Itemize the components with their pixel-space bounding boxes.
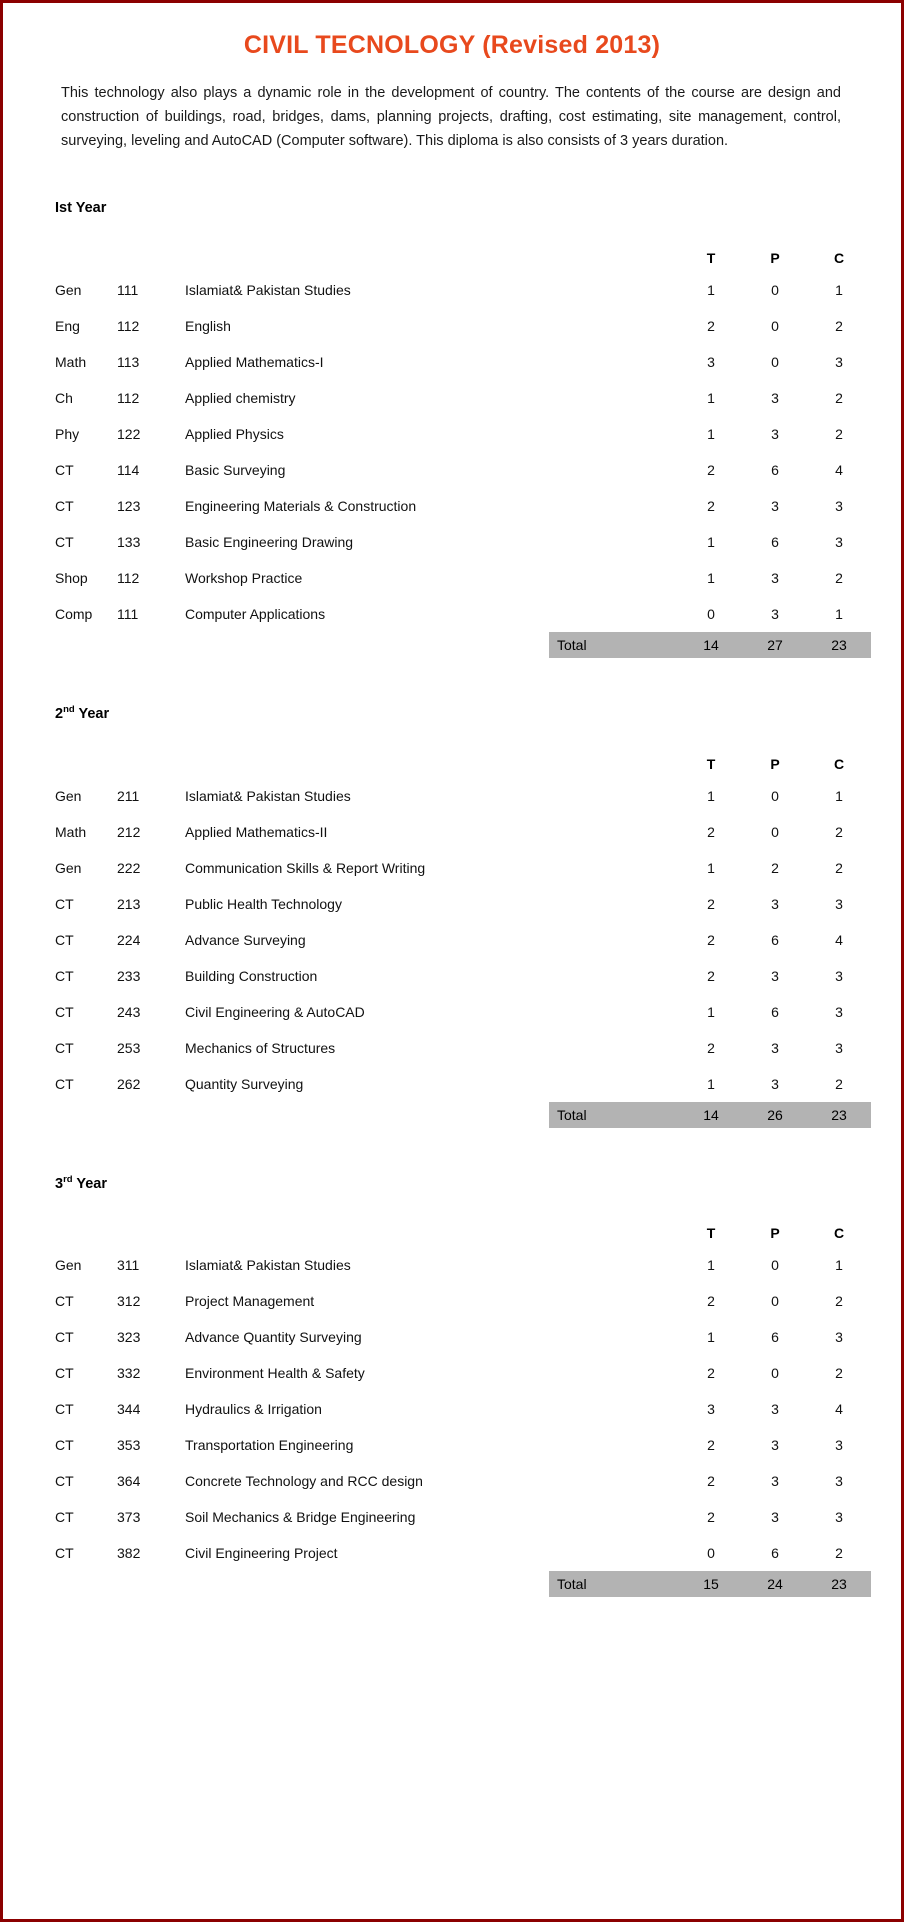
table-row — [33, 272, 871, 308]
course-theory-hours: 1 — [707, 859, 715, 876]
course-dept: CT — [55, 1293, 74, 1310]
course-practical-hours: 0 — [771, 1365, 779, 1382]
course-dept: Comp — [55, 605, 93, 622]
course-title: English — [185, 317, 231, 334]
column-header-p: P — [770, 1225, 780, 1242]
course-title: Basic Engineering Drawing — [185, 533, 354, 550]
course-dept: CT — [55, 461, 74, 478]
column-header-blank — [185, 732, 679, 778]
course-practical-hours: 6 — [771, 461, 779, 478]
course-theory-hours: 1 — [707, 1257, 715, 1274]
table-row — [33, 1427, 871, 1463]
total-row — [33, 1571, 871, 1597]
course-code: 224 — [117, 931, 141, 948]
course-practical-hours: 3 — [771, 1075, 779, 1092]
course-practical-hours: 6 — [771, 1329, 779, 1346]
course-title: Applied Mathematics-II — [185, 823, 328, 840]
table-row — [33, 380, 871, 416]
course-dept: CT — [55, 1509, 74, 1526]
total-label: Total — [549, 1571, 679, 1597]
column-header-p: P — [770, 249, 780, 266]
course-credits: 2 — [835, 569, 843, 586]
course-title: Applied Mathematics-I — [185, 353, 324, 370]
course-dept: CT — [55, 931, 74, 948]
year-heading — [55, 704, 871, 722]
course-code: 113 — [117, 353, 140, 370]
course-code: 311 — [117, 1257, 140, 1274]
course-credits: 1 — [835, 605, 843, 622]
course-practical-hours: 6 — [771, 1003, 779, 1020]
table-row — [33, 1066, 871, 1102]
course-dept: Gen — [55, 281, 82, 298]
course-dept: CT — [55, 895, 74, 912]
column-header-p: P — [770, 755, 780, 772]
total-practical: 27 — [743, 632, 807, 658]
total-practical: 26 — [743, 1102, 807, 1128]
total-practical: 24 — [743, 1571, 807, 1597]
course-code: 353 — [117, 1437, 141, 1454]
years-container — [33, 200, 871, 1598]
course-theory-hours: 2 — [707, 1293, 715, 1310]
course-code: 212 — [117, 823, 141, 840]
course-credits: 4 — [835, 931, 843, 948]
course-credits: 2 — [835, 1293, 843, 1310]
course-credits: 4 — [835, 1401, 843, 1418]
course-theory-hours: 2 — [707, 895, 715, 912]
course-title: Islamiat& Pakistan Studies — [185, 1257, 351, 1274]
total-theory: 15 — [679, 1571, 743, 1597]
course-title: Project Management — [185, 1293, 315, 1310]
course-theory-hours: 1 — [707, 569, 715, 586]
course-dept: Phy — [55, 425, 80, 442]
column-header-t: T — [706, 755, 716, 772]
course-dept: CT — [55, 1039, 74, 1056]
course-title: Transportation Engineering — [185, 1437, 354, 1454]
table-row — [33, 1463, 871, 1499]
course-credits: 3 — [835, 1437, 843, 1454]
column-header-blank — [117, 1201, 185, 1247]
total-row-spacer — [33, 632, 117, 658]
course-theory-hours: 3 — [707, 1401, 715, 1418]
course-code: 364 — [117, 1473, 141, 1490]
column-header-blank — [117, 732, 185, 778]
bottom-spacer — [33, 1597, 871, 1623]
course-dept: Gen — [55, 787, 82, 804]
course-code: 122 — [117, 425, 141, 442]
course-theory-hours: 1 — [707, 281, 715, 298]
table-row — [33, 524, 871, 560]
course-code: 222 — [117, 859, 141, 876]
course-title: Advance Quantity Surveying — [185, 1329, 362, 1346]
table-row — [33, 1499, 871, 1535]
table-row — [33, 560, 871, 596]
course-title: Public Health Technology — [185, 895, 342, 912]
total-row-spacer — [117, 1102, 185, 1128]
course-credits: 2 — [835, 1075, 843, 1092]
course-theory-hours: 2 — [707, 497, 715, 514]
course-credits: 3 — [835, 497, 843, 514]
course-practical-hours: 3 — [771, 1437, 779, 1454]
course-title: Mechanics of Structures — [185, 1039, 336, 1056]
course-title: Hydraulics & Irrigation — [185, 1401, 322, 1418]
course-credits: 2 — [835, 389, 843, 406]
course-practical-hours: 3 — [771, 389, 779, 406]
table-row — [33, 1391, 871, 1427]
course-code: 112 — [117, 389, 140, 406]
total-row — [33, 1102, 871, 1128]
total-label: Total — [549, 632, 679, 658]
total-row-label-cell — [185, 632, 679, 658]
course-practical-hours: 6 — [771, 931, 779, 948]
course-credits: 3 — [835, 533, 843, 550]
course-theory-hours: 2 — [707, 823, 715, 840]
course-dept: Ch — [55, 389, 73, 406]
total-row-spacer — [33, 1102, 117, 1128]
column-header-c: C — [833, 249, 845, 266]
course-title: Computer Applications — [185, 605, 326, 622]
course-credits: 2 — [835, 425, 843, 442]
column-header-t: T — [706, 249, 716, 266]
course-practical-hours: 2 — [771, 859, 779, 876]
table-row — [33, 596, 871, 632]
course-credits: 2 — [835, 823, 843, 840]
course-title: Communication Skills & Report Writing — [185, 859, 426, 876]
course-practical-hours: 0 — [771, 823, 779, 840]
table-header-row — [33, 226, 871, 272]
page-title: CIVIL TECNOLOGY (Revised 2013) — [243, 31, 661, 59]
course-code: 344 — [117, 1401, 141, 1418]
course-practical-hours: 0 — [771, 353, 779, 370]
course-credits: 4 — [835, 461, 843, 478]
course-title: Applied chemistry — [185, 389, 296, 406]
course-dept: CT — [55, 1473, 74, 1490]
table-row — [33, 1247, 871, 1283]
year-heading — [55, 200, 871, 216]
year-heading-suffix: Year — [75, 199, 107, 216]
course-dept: Math — [55, 353, 87, 370]
course-theory-hours: 3 — [707, 353, 715, 370]
course-code: 262 — [117, 1075, 141, 1092]
course-practical-hours: 6 — [771, 1545, 779, 1562]
column-header-blank — [117, 226, 185, 272]
table-row — [33, 994, 871, 1030]
course-dept: Shop — [55, 569, 88, 586]
year-heading-number: 3 — [55, 1175, 64, 1192]
document-body — [3, 3, 901, 1623]
table-row — [33, 452, 871, 488]
course-title: Islamiat& Pakistan Studies — [185, 281, 351, 298]
year-heading-suffix: Year — [76, 1175, 108, 1192]
course-practical-hours: 0 — [771, 1257, 779, 1274]
course-code: 211 — [117, 787, 140, 804]
course-table — [33, 226, 871, 658]
course-theory-hours: 2 — [707, 1509, 715, 1526]
course-code: 373 — [117, 1509, 141, 1526]
table-row — [33, 778, 871, 814]
table-row — [33, 886, 871, 922]
year-heading-number: 2 — [55, 705, 64, 722]
course-dept: CT — [55, 1365, 74, 1382]
total-credits: 23 — [807, 1571, 871, 1597]
table-row — [33, 308, 871, 344]
course-code: 112 — [117, 569, 140, 586]
course-code: 332 — [117, 1365, 141, 1382]
course-practical-hours: 6 — [771, 533, 779, 550]
table-row — [33, 1355, 871, 1391]
course-title: Civil Engineering Project — [185, 1545, 338, 1562]
total-row — [33, 632, 871, 658]
course-title: Islamiat& Pakistan Studies — [185, 787, 351, 804]
table-row — [33, 958, 871, 994]
column-header-blank — [185, 1201, 679, 1247]
course-practical-hours: 0 — [771, 1293, 779, 1310]
course-title: Civil Engineering & AutoCAD — [185, 1003, 365, 1020]
year-heading — [55, 1174, 871, 1192]
course-title: Concrete Technology and RCC design — [185, 1473, 423, 1490]
course-practical-hours: 3 — [771, 497, 779, 514]
table-row — [33, 416, 871, 452]
table-header-row — [33, 1201, 871, 1247]
course-code: 382 — [117, 1545, 141, 1562]
course-code: 243 — [117, 1003, 141, 1020]
course-practical-hours: 3 — [771, 967, 779, 984]
course-dept: Math — [55, 823, 87, 840]
course-dept: CT — [55, 967, 74, 984]
course-practical-hours: 3 — [771, 569, 779, 586]
course-title: Building Construction — [185, 967, 318, 984]
total-row-label-cell — [185, 1102, 679, 1128]
course-code: 213 — [117, 895, 141, 912]
course-theory-hours: 1 — [707, 389, 715, 406]
column-header-blank — [33, 1201, 117, 1247]
year-block — [33, 704, 871, 1128]
course-dept: Eng — [55, 317, 80, 334]
course-dept: CT — [55, 533, 74, 550]
course-title: Soil Mechanics & Bridge Engineering — [185, 1509, 416, 1526]
course-practical-hours: 3 — [771, 1473, 779, 1490]
column-header-t: T — [706, 1225, 716, 1242]
course-practical-hours: 0 — [771, 317, 779, 334]
course-practical-hours: 0 — [771, 281, 779, 298]
course-credits: 3 — [835, 1509, 843, 1526]
course-dept: Gen — [55, 859, 82, 876]
course-title: Workshop Practice — [185, 569, 303, 586]
course-theory-hours: 2 — [707, 967, 715, 984]
table-row — [33, 1535, 871, 1571]
table-row — [33, 488, 871, 524]
course-credits: 3 — [835, 1003, 843, 1020]
table-row — [33, 1283, 871, 1319]
course-code: 323 — [117, 1329, 141, 1346]
course-code: 112 — [117, 317, 140, 334]
table-row — [33, 1319, 871, 1355]
course-code: 233 — [117, 967, 141, 984]
course-dept: Gen — [55, 1257, 82, 1274]
course-credits: 2 — [835, 859, 843, 876]
course-code: 253 — [117, 1039, 141, 1056]
course-credits: 2 — [835, 317, 843, 334]
course-theory-hours: 2 — [707, 1473, 715, 1490]
course-theory-hours: 1 — [707, 533, 715, 550]
course-code: 123 — [117, 497, 141, 514]
course-title: Environment Health & Safety — [185, 1365, 365, 1382]
year-block — [33, 1174, 871, 1598]
column-header-blank — [185, 226, 679, 272]
course-theory-hours: 2 — [707, 1437, 715, 1454]
year-heading-suffix: Year — [78, 705, 110, 722]
course-credits: 1 — [835, 281, 843, 298]
year-heading-number: Ist — [55, 199, 72, 216]
course-practical-hours: 0 — [771, 787, 779, 804]
year-heading-ordinal: nd — [63, 703, 75, 715]
course-practical-hours: 3 — [771, 1039, 779, 1056]
course-table — [33, 1201, 871, 1597]
course-dept: CT — [55, 1545, 74, 1562]
course-theory-hours: 0 — [707, 605, 715, 622]
column-header-c: C — [833, 1225, 845, 1242]
course-credits: 1 — [835, 1257, 843, 1274]
table-row — [33, 344, 871, 380]
year-block — [33, 200, 871, 658]
total-row-spacer — [117, 1571, 185, 1597]
total-row-spacer — [117, 632, 185, 658]
year-heading-ordinal: rd — [63, 1173, 73, 1185]
column-header-blank — [33, 732, 117, 778]
course-dept: CT — [55, 1437, 74, 1454]
total-credits: 23 — [807, 1102, 871, 1128]
course-code: 111 — [117, 281, 139, 298]
table-row — [33, 850, 871, 886]
course-title: Applied Physics — [185, 425, 284, 442]
course-title: Engineering Materials & Construction — [185, 497, 417, 514]
course-code: 114 — [117, 461, 140, 478]
course-dept: CT — [55, 1075, 74, 1092]
course-credits: 2 — [835, 1365, 843, 1382]
course-dept: CT — [55, 497, 74, 514]
course-credits: 2 — [835, 1545, 843, 1562]
course-table — [33, 732, 871, 1128]
course-credits: 3 — [835, 1473, 843, 1490]
table-row — [33, 922, 871, 958]
course-theory-hours: 2 — [707, 317, 715, 334]
table-row — [33, 1030, 871, 1066]
course-code: 312 — [117, 1293, 141, 1310]
course-theory-hours: 1 — [707, 425, 715, 442]
course-theory-hours: 2 — [707, 931, 715, 948]
course-credits: 1 — [835, 787, 843, 804]
table-header-row — [33, 732, 871, 778]
course-credits: 3 — [835, 895, 843, 912]
course-dept: CT — [55, 1401, 74, 1418]
course-code: 133 — [117, 533, 141, 550]
total-row-spacer — [33, 1571, 117, 1597]
course-dept: CT — [55, 1329, 74, 1346]
total-credits: 23 — [807, 632, 871, 658]
course-practical-hours: 3 — [771, 1509, 779, 1526]
column-header-c: C — [833, 755, 845, 772]
table-row — [33, 814, 871, 850]
intro-paragraph: This technology also plays a dynamic role in the development of country. The contents of the course are design and construction of buildings, road, bridges, dams, planning projects, drafting, cost estimating, site management, control, surveying, leveling and AutoCAD (Computer software). This diploma is also consists of 3 years duration. — [61, 85, 841, 149]
course-theory-hours: 1 — [707, 787, 715, 804]
course-theory-hours: 1 — [707, 1329, 715, 1346]
course-credits: 3 — [835, 1329, 843, 1346]
course-practical-hours: 3 — [771, 1401, 779, 1418]
course-title: Advance Surveying — [185, 931, 306, 948]
course-theory-hours: 2 — [707, 1365, 715, 1382]
course-code: 111 — [117, 605, 139, 622]
course-dept: CT — [55, 1003, 74, 1020]
course-credits: 3 — [835, 967, 843, 984]
course-title: Quantity Surveying — [185, 1075, 304, 1092]
total-label: Total — [549, 1102, 679, 1128]
course-practical-hours: 3 — [771, 605, 779, 622]
total-theory: 14 — [679, 632, 743, 658]
course-practical-hours: 3 — [771, 895, 779, 912]
course-theory-hours: 1 — [707, 1075, 715, 1092]
course-theory-hours: 2 — [707, 1039, 715, 1056]
course-credits: 3 — [835, 1039, 843, 1056]
course-theory-hours: 0 — [707, 1545, 715, 1562]
total-theory: 14 — [679, 1102, 743, 1128]
course-credits: 3 — [835, 353, 843, 370]
course-theory-hours: 1 — [707, 1003, 715, 1020]
total-row-label-cell — [185, 1571, 679, 1597]
course-theory-hours: 2 — [707, 461, 715, 478]
course-practical-hours: 3 — [771, 425, 779, 442]
column-header-blank — [33, 226, 117, 272]
course-title: Basic Surveying — [185, 461, 286, 478]
